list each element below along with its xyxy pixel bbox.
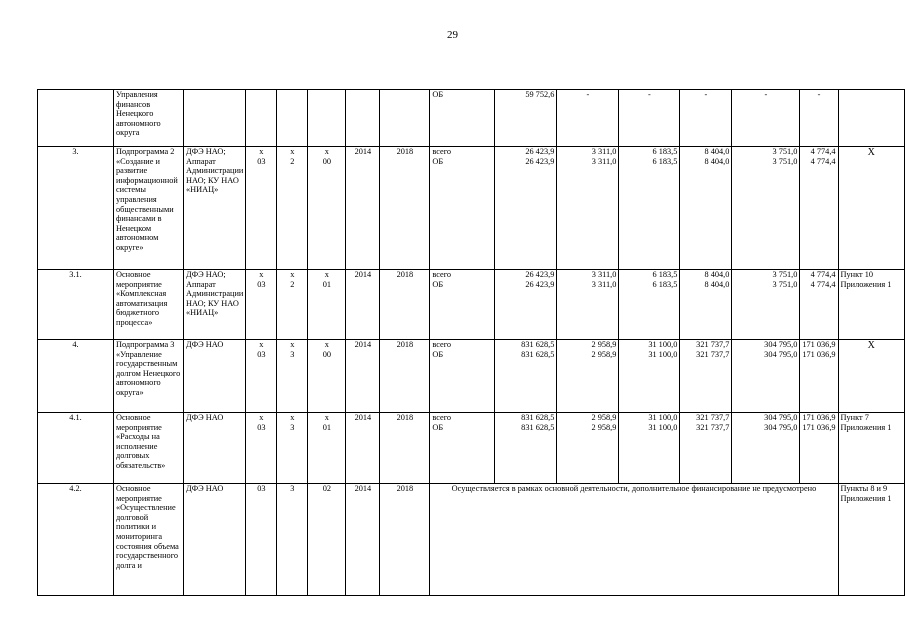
page-number: 29 bbox=[447, 29, 458, 41]
code-value: 03 bbox=[257, 422, 266, 432]
row-number-text: 3. bbox=[72, 147, 79, 156]
reference bbox=[838, 484, 904, 596]
code-value: х bbox=[324, 147, 329, 156]
executor bbox=[184, 270, 246, 340]
amount-2014 bbox=[557, 90, 619, 147]
amount-2016-line: 321 737,7 bbox=[696, 413, 730, 422]
end-year-text: 2018 bbox=[396, 270, 414, 279]
executor-text: ДФЭ НАО; Аппарат Администрации НАО; КУ НАО «НИАЦ» bbox=[186, 147, 244, 195]
reference-text: Пункт 10 Приложения 1 bbox=[840, 270, 892, 289]
amount-2017-line: 304 795,0 bbox=[764, 422, 798, 432]
code-cell bbox=[277, 147, 308, 270]
end-year-text: 2018 bbox=[396, 484, 414, 493]
reference-text: Пункты 8 и 9 Приложения 1 bbox=[840, 484, 892, 503]
executor bbox=[184, 340, 246, 413]
amount-2015-line: 31 100,0 bbox=[648, 349, 678, 359]
amount-2016-line: 321 737,7 bbox=[696, 340, 730, 349]
code-value: 3 bbox=[290, 422, 295, 432]
code-cell bbox=[277, 340, 308, 413]
code-value: 01 bbox=[322, 422, 331, 432]
start-year-text: 2014 bbox=[354, 270, 372, 279]
start-year bbox=[346, 340, 380, 413]
code-value: 2 bbox=[290, 156, 295, 166]
start-year-text: 2014 bbox=[354, 484, 372, 493]
program-name bbox=[114, 90, 184, 147]
start-year-text: 2014 bbox=[354, 413, 372, 422]
table-row bbox=[38, 484, 905, 596]
amount-2014-line: 2 958,9 bbox=[591, 349, 617, 359]
code-value: х bbox=[324, 413, 329, 422]
row-number-text: 4.2. bbox=[69, 484, 82, 493]
code-value: х bbox=[259, 413, 264, 422]
amount-2016 bbox=[680, 413, 732, 484]
code-cell bbox=[277, 413, 308, 484]
executor-text: ДФЭ НАО bbox=[186, 484, 224, 493]
amount-2014-line: 2 958,9 bbox=[591, 340, 617, 349]
amount-2016-line: 321 737,7 bbox=[696, 422, 730, 432]
row-number bbox=[38, 270, 114, 340]
reference bbox=[838, 147, 904, 270]
amount-2016 bbox=[680, 147, 732, 270]
code-value: х bbox=[290, 147, 295, 156]
row-number bbox=[38, 340, 114, 413]
reference-text: Х bbox=[867, 340, 875, 351]
row-number-text: 4. bbox=[72, 340, 79, 349]
code-value: х bbox=[324, 270, 329, 279]
amount-2015 bbox=[619, 90, 680, 147]
funding-source bbox=[430, 270, 495, 340]
amount-2016-line: 8 404,0 bbox=[704, 156, 730, 166]
amount-2015 bbox=[619, 340, 680, 413]
program-name bbox=[114, 270, 184, 340]
amount-2014 bbox=[557, 340, 619, 413]
program-name-text: Основное мероприятие «Комплексная автоматизация бюджетного процесса» bbox=[116, 270, 168, 327]
total-amount bbox=[495, 270, 557, 340]
code-cell bbox=[246, 484, 277, 596]
funding-source-line: ОБ bbox=[432, 349, 444, 359]
amount-2016-line: 8 404,0 bbox=[704, 147, 730, 156]
total-amount-line: 831 628,5 bbox=[521, 422, 555, 432]
end-year bbox=[380, 340, 430, 413]
row-number-text: 3.1. bbox=[69, 270, 82, 279]
executor bbox=[184, 484, 246, 596]
funding-note bbox=[430, 484, 838, 596]
table-row bbox=[38, 147, 905, 270]
program-name bbox=[114, 413, 184, 484]
start-year bbox=[346, 90, 380, 147]
amount-2017-line: 3 751,0 bbox=[772, 270, 798, 279]
funding-source-line: всего bbox=[432, 270, 452, 279]
total-amount bbox=[495, 90, 557, 147]
reference-text: Х bbox=[867, 147, 875, 158]
amount-2016-line: 321 737,7 bbox=[696, 349, 730, 359]
start-year-text: 2014 bbox=[354, 340, 372, 349]
program-name bbox=[114, 340, 184, 413]
code-value: 3 bbox=[290, 484, 295, 493]
amount-2018-line: 4 774,4 bbox=[810, 147, 836, 156]
amount-2017-line: - bbox=[764, 90, 768, 99]
amount-2014-line: 3 311,0 bbox=[591, 270, 617, 279]
amount-2018 bbox=[800, 90, 838, 147]
amount-2016 bbox=[680, 90, 732, 147]
funding-source-line: всего bbox=[432, 147, 452, 156]
amount-2018-line: 171 036,9 bbox=[802, 413, 836, 422]
amount-2018-line: 171 036,9 bbox=[802, 340, 836, 349]
start-year bbox=[346, 413, 380, 484]
amount-2014-line: 2 958,9 bbox=[591, 413, 617, 422]
amount-2018-line: 171 036,9 bbox=[802, 422, 836, 432]
code-cell bbox=[308, 413, 346, 484]
amount-2015-line: 6 183,5 bbox=[652, 156, 678, 166]
amount-2014-line: 3 311,0 bbox=[591, 147, 617, 156]
executor bbox=[184, 413, 246, 484]
funding-source bbox=[430, 413, 495, 484]
code-value: 03 bbox=[257, 156, 266, 166]
reference bbox=[838, 270, 904, 340]
amount-2018 bbox=[800, 340, 838, 413]
code-value: 01 bbox=[322, 279, 331, 289]
code-cell bbox=[308, 90, 346, 147]
amount-2017-line: 304 795,0 bbox=[764, 413, 798, 422]
start-year-text: 2014 bbox=[354, 147, 372, 156]
code-value: 03 bbox=[257, 349, 266, 359]
total-amount-line: 831 628,5 bbox=[521, 413, 555, 422]
amount-2014-line: - bbox=[586, 90, 590, 99]
amount-2017-line: 3 751,0 bbox=[772, 156, 798, 166]
amount-2016 bbox=[680, 270, 732, 340]
executor bbox=[184, 90, 246, 147]
end-year bbox=[380, 270, 430, 340]
code-value bbox=[248, 90, 274, 100]
amount-2018 bbox=[800, 270, 838, 340]
amount-2016-line: 8 404,0 bbox=[704, 270, 730, 279]
funding-source-line: всего bbox=[432, 413, 452, 422]
code-cell bbox=[308, 270, 346, 340]
program-name-text: Основное мероприятие «Расходы на исполнение долговых обязательств» bbox=[116, 413, 166, 470]
amount-2018 bbox=[800, 147, 838, 270]
amount-2018-line: 171 036,9 bbox=[802, 349, 836, 359]
amount-2015-line: 31 100,0 bbox=[648, 413, 678, 422]
amount-2016-line: - bbox=[704, 90, 708, 99]
funding-source-line: ОБ bbox=[432, 156, 444, 166]
end-year bbox=[380, 147, 430, 270]
total-amount bbox=[495, 413, 557, 484]
amount-2017 bbox=[732, 147, 800, 270]
code-cell bbox=[277, 90, 308, 147]
end-year-text: 2018 bbox=[396, 340, 414, 349]
end-year bbox=[380, 484, 430, 596]
total-amount bbox=[495, 340, 557, 413]
amount-2018-line: 4 774,4 bbox=[810, 279, 836, 289]
start-year bbox=[346, 147, 380, 270]
amount-2014 bbox=[557, 147, 619, 270]
amount-2017 bbox=[732, 90, 800, 147]
amount-2017 bbox=[732, 413, 800, 484]
row-number bbox=[38, 147, 114, 270]
amount-2014 bbox=[557, 413, 619, 484]
start-year bbox=[346, 484, 380, 596]
code-value: х bbox=[290, 413, 295, 422]
amount-2015 bbox=[619, 270, 680, 340]
total-amount-line: 831 628,5 bbox=[521, 340, 555, 349]
end-year bbox=[380, 413, 430, 484]
row-number bbox=[38, 90, 114, 147]
amount-2017 bbox=[732, 270, 800, 340]
program-name-text: Основное мероприятие «Осуществление долговой политики и мониторинга состояния объема государственного долга и bbox=[116, 484, 179, 570]
end-year-text: 2018 bbox=[396, 413, 414, 422]
total-amount-line: 26 423,9 bbox=[525, 279, 555, 289]
code-value: 2 bbox=[290, 279, 295, 289]
amount-2017 bbox=[732, 340, 800, 413]
amount-2015-line: - bbox=[647, 90, 651, 99]
code-value: х bbox=[324, 340, 329, 349]
code-value: 03 bbox=[257, 279, 266, 289]
code-value: х bbox=[259, 340, 264, 349]
executor-text: ДФЭ НАО bbox=[186, 340, 224, 349]
amount-2018-line: 4 774,4 bbox=[810, 156, 836, 166]
reference-text: Пункт 7 Приложения 1 bbox=[840, 413, 892, 432]
total-amount bbox=[495, 147, 557, 270]
total-amount-line: 831 628,5 bbox=[521, 349, 555, 359]
amount-2015-line: 6 183,5 bbox=[652, 270, 678, 279]
amount-2017-line: 3 751,0 bbox=[772, 279, 798, 289]
code-value: х bbox=[259, 270, 264, 279]
funding-source bbox=[430, 90, 495, 147]
executor-text: ДФЭ НАО bbox=[186, 413, 224, 422]
program-name-text: Подпрограмма 2 «Создание и развитие информационной системы управления общественными финансами в Ненецком автономном округе» bbox=[116, 147, 178, 252]
funding-source-line: ОБ bbox=[432, 422, 444, 432]
code-value: 3 bbox=[290, 349, 295, 359]
row-number-text: 4.1. bbox=[69, 413, 82, 422]
total-amount-line: 26 423,9 bbox=[525, 147, 555, 156]
program-name bbox=[114, 484, 184, 596]
amount-2017-line: 304 795,0 bbox=[764, 349, 798, 359]
row-number bbox=[38, 413, 114, 484]
total-amount-line: 26 423,9 bbox=[525, 270, 555, 279]
amount-2014 bbox=[557, 270, 619, 340]
executor bbox=[184, 147, 246, 270]
funding-source bbox=[430, 340, 495, 413]
table-row bbox=[38, 90, 905, 147]
row-number bbox=[38, 484, 114, 596]
code-value: 00 bbox=[322, 349, 331, 359]
amount-2014-line: 3 311,0 bbox=[591, 156, 617, 166]
program-name bbox=[114, 147, 184, 270]
code-value: х bbox=[290, 270, 295, 279]
amount-2018 bbox=[800, 413, 838, 484]
end-year bbox=[380, 90, 430, 147]
table-row bbox=[38, 413, 905, 484]
code-cell bbox=[277, 270, 308, 340]
program-name-text: Подпрограмма 3 «Управление государственным долгом Ненецкого автономного округа» bbox=[116, 340, 181, 397]
amount-2016 bbox=[680, 340, 732, 413]
code-cell bbox=[308, 340, 346, 413]
code-value: х bbox=[259, 147, 264, 156]
amount-2014-line: 3 311,0 bbox=[591, 279, 617, 289]
amount-2018-line: 4 774,4 bbox=[810, 270, 836, 279]
amount-2017-line: 304 795,0 bbox=[764, 340, 798, 349]
amount-2017-line: 3 751,0 bbox=[772, 147, 798, 156]
amount-2015 bbox=[619, 147, 680, 270]
amount-2015 bbox=[619, 413, 680, 484]
total-amount-line: 26 423,9 bbox=[525, 156, 555, 166]
amount-2015-line: 6 183,5 bbox=[652, 279, 678, 289]
funding-source-line: ОБ bbox=[432, 90, 444, 99]
table-row bbox=[38, 270, 905, 340]
funding-source-line: всего bbox=[432, 340, 452, 349]
funding-source bbox=[430, 147, 495, 270]
funding-source-line: ОБ bbox=[432, 279, 444, 289]
program-name-text: Управления финансов Ненецкого автономного округа bbox=[116, 90, 161, 138]
code-cell bbox=[246, 340, 277, 413]
reference bbox=[838, 90, 904, 147]
amount-2014-line: 2 958,9 bbox=[591, 422, 617, 432]
code-value bbox=[279, 90, 305, 100]
amount-2015-line: 31 100,0 bbox=[648, 422, 678, 432]
reference bbox=[838, 413, 904, 484]
code-value: 00 bbox=[322, 156, 331, 166]
code-value: 02 bbox=[322, 484, 331, 493]
code-cell bbox=[308, 484, 346, 596]
total-amount-line: 59 752,6 bbox=[525, 90, 555, 99]
code-value bbox=[310, 90, 343, 100]
amount-2015-line: 31 100,0 bbox=[648, 340, 678, 349]
budget-table bbox=[37, 89, 905, 596]
amount-2015-line: 6 183,5 bbox=[652, 147, 678, 156]
amount-2016-line: 8 404,0 bbox=[704, 279, 730, 289]
table-row bbox=[38, 340, 905, 413]
code-value: 03 bbox=[257, 484, 266, 493]
end-year-text: 2018 bbox=[396, 147, 414, 156]
code-cell bbox=[246, 413, 277, 484]
amount-2018-line: - bbox=[817, 90, 821, 99]
code-cell bbox=[308, 147, 346, 270]
funding-note-text: Осуществляется в рамках основной деятельности, дополнительное финансирование не предусмотрено bbox=[451, 484, 817, 493]
code-value: х bbox=[290, 340, 295, 349]
reference bbox=[838, 340, 904, 413]
code-cell bbox=[246, 147, 277, 270]
executor-text: ДФЭ НАО; Аппарат Администрации НАО; КУ НАО «НИАЦ» bbox=[186, 270, 244, 318]
code-cell bbox=[246, 270, 277, 340]
start-year bbox=[346, 270, 380, 340]
code-cell bbox=[246, 90, 277, 147]
code-cell bbox=[277, 484, 308, 596]
